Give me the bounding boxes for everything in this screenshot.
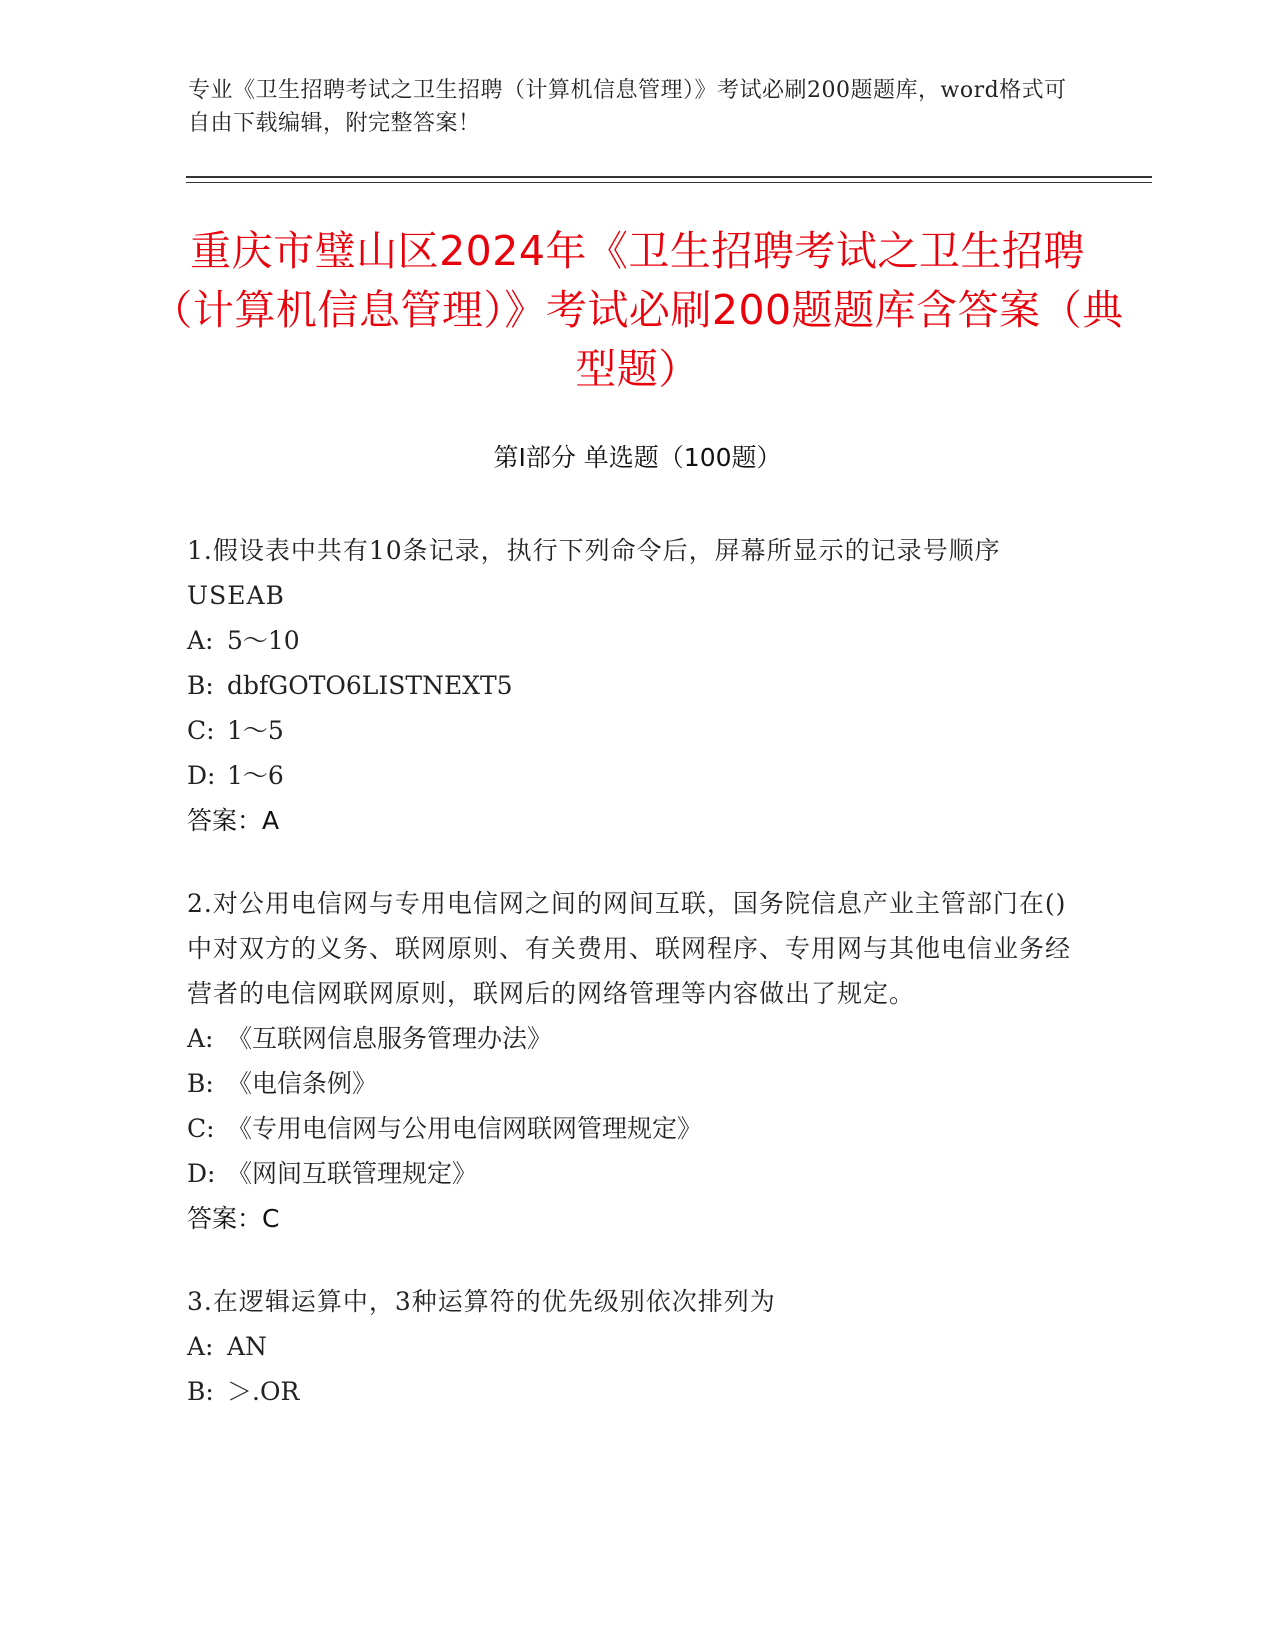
option-a — [187, 1324, 1077, 1369]
section-title: 第Ⅰ部分 单选题（100题） — [493, 443, 782, 472]
option-key: A: — [187, 626, 214, 655]
option-text: 5～10 — [227, 626, 300, 655]
question-1 — [187, 528, 1077, 843]
option-d — [187, 1151, 1077, 1196]
option-text: 1～6 — [227, 761, 284, 790]
option-key: B: — [187, 671, 214, 700]
option-b — [187, 1369, 1077, 1414]
option-key: C: — [187, 716, 215, 745]
option-key: C: — [187, 1114, 215, 1143]
option-d — [187, 753, 1077, 798]
header-divider-thick — [186, 176, 1152, 178]
option-text: ＞.OR — [227, 1377, 300, 1406]
option-c — [187, 708, 1077, 753]
option-text: 1～5 — [227, 716, 284, 745]
question-stem: 2.对公用电信网与专用电信网之间的网间互联，国务院信息产业主管部门在()中对双方的义务、联网原则、有关费用、联网程序、专用网与其他电信业务经营者的电信网联网原则，联网后的网络管理等内容做出了规定。 — [187, 889, 1072, 1008]
option-text: 《专用电信网与公用电信网联网管理规定》 — [227, 1114, 703, 1143]
question-2 — [187, 881, 1077, 1241]
option-b — [187, 1061, 1077, 1106]
question-list — [187, 528, 1077, 1452]
option-text: dbfGOTO6LISTNEXT5 — [227, 671, 513, 700]
question-3 — [187, 1279, 1077, 1414]
option-key: D: — [187, 761, 216, 790]
answer-line: 答案：A — [187, 806, 280, 835]
header-divider-thin — [186, 182, 1152, 183]
question-stem: 1.假设表中共有10条记录，执行下列命令后，屏幕所显示的记录号顺序USEAB — [187, 536, 1001, 610]
header-note: 专业《卫生招聘考试之卫生招聘（计算机信息管理）》考试必刷200题题库，word格式可自由下载编辑，附完整答案！ — [188, 78, 1067, 136]
option-key: B: — [187, 1377, 214, 1406]
option-key: D: — [187, 1159, 216, 1188]
answer-line: 答案：C — [187, 1204, 280, 1233]
option-a — [187, 618, 1077, 663]
option-text: 《互联网信息服务管理办法》 — [227, 1024, 553, 1053]
document-title: 重庆市璧山区2024年《卫生招聘考试之卫生招聘（计算机信息管理）》考试必刷200题题库含答案（典型题） — [151, 227, 1124, 393]
option-text: AN — [227, 1332, 267, 1361]
option-key: A: — [187, 1024, 214, 1053]
option-key: B: — [187, 1069, 214, 1098]
option-c — [187, 1106, 1077, 1151]
option-key: A: — [187, 1332, 214, 1361]
option-a — [187, 1016, 1077, 1061]
option-text: 《网间互联管理规定》 — [227, 1159, 478, 1188]
question-stem: 3.在逻辑运算中，3种运算符的优先级别依次排列为 — [187, 1287, 776, 1316]
option-text: 《电信条例》 — [227, 1069, 378, 1098]
option-b — [187, 663, 1077, 708]
